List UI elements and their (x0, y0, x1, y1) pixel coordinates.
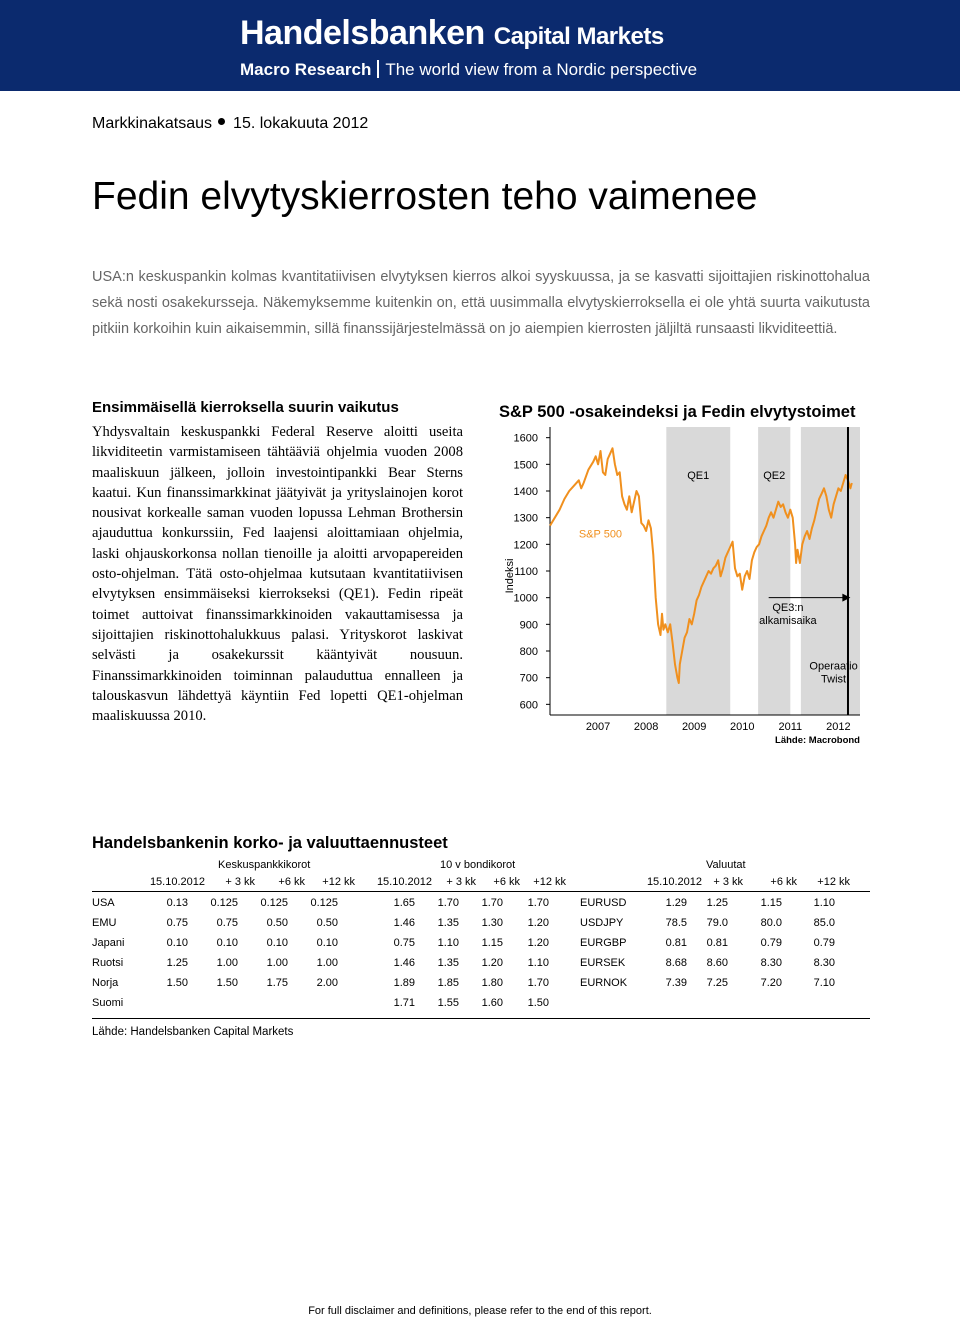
table-cell: 1.00 (316, 957, 338, 969)
chart-source: Lähde: Macrobond (775, 735, 860, 746)
table-cell: 1.50 (166, 977, 188, 989)
table-cell: 1.70 (527, 977, 549, 989)
table-cell: 0.10 (266, 937, 288, 949)
table-cell: 1.10 (437, 937, 459, 949)
brand-name: Handelsbanken (240, 14, 485, 52)
table-cell: 1.20 (481, 957, 503, 969)
table-row-label: Norja (92, 977, 119, 989)
table-cell: 1.20 (527, 917, 549, 929)
table-cell: 1.46 (393, 917, 415, 929)
bullet-dot (218, 118, 225, 125)
intro-paragraph: USA:n keskuspankin kolmas kvantitatiivisen elvytyksen kierros alkoi syyskuussa, ja se kasvatti sijoittajien riskinottohalua sekä nosti osakekursseja. Näkemyksemme kuitenkin on, että uusimmalla elvytyskierroksella ei ole yhtä suurta vaikutusta pitkiin korkoihin kuin aikaisemmin, sillä finanssijärjestelmässä on jo aiempien kierrosten jäljiltä runsaasti likviditeettiä. (92, 269, 870, 337)
table-cell: 80.0 (760, 917, 782, 929)
table-cell: 7.20 (760, 977, 782, 989)
tagline-divider (377, 60, 379, 78)
table-cell: 0.125 (260, 897, 288, 909)
table-cell: 1.46 (393, 957, 415, 969)
table-cell: 8.68 (665, 957, 687, 969)
table-column-header: +12 kk (322, 876, 355, 888)
table-cell: 1.71 (393, 997, 415, 1009)
table-cell: 7.39 (665, 977, 687, 989)
y-tick-label: 1200 (513, 539, 538, 552)
table-cell: 1.70 (527, 897, 549, 909)
table-cell: 8.30 (813, 957, 835, 969)
band-label-qe1: QE1 (687, 470, 710, 482)
y-tick-label: 1300 (513, 512, 538, 525)
table-group-header: Valuutat (706, 859, 746, 871)
table-fx-label: USDJPY (580, 917, 624, 929)
table-column-header: +12 kk (533, 876, 566, 888)
page-title: Fedin elvytyskierrosten teho vaimenee (92, 175, 758, 218)
macro-research-label: Macro Research (240, 60, 372, 79)
report-type: Markkinakatsaus (92, 115, 213, 132)
table-cell: 1.55 (437, 997, 459, 1009)
forecast-table-title: Handelsbankenin korko- ja valuuttaennusteet (92, 834, 448, 852)
table-cell: 1.29 (665, 897, 687, 909)
x-tick-label: 2011 (778, 721, 803, 733)
table-cell: 1.50 (527, 997, 549, 1009)
x-tick-label: 2012 (826, 721, 851, 733)
dateline (92, 115, 368, 133)
table-cell: 1.25 (706, 897, 728, 909)
table-cell: 1.80 (481, 977, 503, 989)
table-row-label: Ruotsi (92, 957, 124, 969)
table-cell: 7.25 (706, 977, 728, 989)
y-tick-label: 800 (519, 646, 538, 658)
table-cell: 0.81 (706, 937, 728, 949)
sp500-chart (495, 425, 875, 755)
table-cell: 8.60 (706, 957, 728, 969)
band-label-qe2: QE2 (763, 470, 786, 482)
table-column-header: +12 kk (817, 876, 850, 888)
table-cell: 1.50 (216, 977, 238, 989)
table-cell: 1.35 (437, 917, 459, 929)
y-tick-label: 900 (519, 619, 538, 632)
table-column-header: 15.10.2012 (149, 876, 205, 888)
brand-logo (240, 14, 664, 53)
table-group-header: Keskuspankkikorot (218, 859, 311, 871)
table-column-header: + 3 kk (713, 876, 743, 888)
tagline (240, 60, 697, 80)
table-row-label: EMU (92, 917, 117, 929)
qe3-annotation-line1: QE3:n (772, 602, 804, 614)
footer-disclaimer: For full disclaimer and definitions, please refer to the end of this report. (308, 1305, 652, 1317)
table-cell: 0.81 (665, 937, 687, 949)
table-cell: 0.10 (166, 937, 188, 949)
x-tick-label: 2009 (681, 721, 707, 733)
x-tick-label: 2007 (585, 721, 611, 733)
table-cell: 1.89 (393, 977, 415, 989)
x-tick-label: 2008 (633, 721, 659, 733)
table-cell: 7.10 (813, 977, 835, 989)
table-cell: 0.75 (393, 937, 415, 949)
table-cell: 78.5 (665, 917, 687, 929)
table-cell: 1.70 (437, 897, 459, 909)
y-axis-label: Indeksi (504, 558, 516, 594)
table-column-header: +6 kk (493, 876, 520, 888)
x-tick-label: 2010 (730, 721, 755, 733)
table-bottom-rule (92, 1018, 870, 1019)
table-fx-label: EURSEK (580, 957, 626, 969)
series-label: S&P 500 (578, 528, 623, 541)
table-row-label: Japani (92, 937, 125, 949)
y-tick-label: 700 (519, 672, 538, 685)
table-cell: 1.65 (393, 897, 415, 909)
table-cell: 0.10 (316, 937, 338, 949)
table-row-label: Suomi (92, 997, 124, 1009)
table-cell: 0.50 (316, 917, 338, 929)
qe3-annotation-line2: alkamisaika (759, 615, 817, 627)
section-heading: Ensimmäisellä kierroksella suurin vaikutus (92, 399, 399, 416)
table-row-label: USA (92, 897, 115, 909)
table-cell: 0.79 (760, 937, 782, 949)
section-body: Yhdysvaltain keskuspankki Federal Reserve aloitti useita likviditeetin varmistamiseen tähtääviä ohjelmia vuoden 2008 maaliskuun jälkeen, jolloin investointipankki Bear Sterns kaatui. Kun finanssimarkkinat jäätyivät ja yrityslainojen korot nousivat korkealle saman vuoden lopussa Lehman Brothersin ajauduttua konkurssiin, Fed laajensi aloittamiaan ohjelmia, laski ohjauskorkonsa nollan tienoille ja aloitti arvopapereiden osto-ohjelman. Tätä osto-ohjelmaa kutsutaan kvantitatiivisen elvytyksen ensimmäiseksi kierrokseksi (QE1). Fedin ripeät toimet auttoivat finanssimarkkinoiden vakauttamisessa ja sijoittajien riskinottohalukkuus palasi. Yrityskorot laskivat selvästi ja osakekurssit kääntyivät nousuun. Finanssimarkkinoiden toiminnan palauduttua ennalleen ja talouskasvun lähdettyä käyntiin Fed lopetti QE1-ohjelman maaliskuussa 2010. (92, 424, 463, 725)
table-fx-label: EURUSD (580, 897, 627, 909)
table-column-header: 15.10.2012 (376, 876, 432, 888)
table-cell: 1.10 (813, 897, 835, 909)
table-cell: 79.0 (706, 917, 728, 929)
report-date: 15. lokakuuta 2012 (233, 115, 369, 132)
y-tick-label: 1500 (513, 459, 538, 472)
table-cell: 1.30 (481, 917, 503, 929)
table-cell: 1.00 (266, 957, 288, 969)
table-cell: 0.50 (266, 917, 288, 929)
table-cell: 1.00 (216, 957, 238, 969)
table-cell: 1.85 (437, 977, 459, 989)
table-column-header: + 3 kk (225, 876, 255, 888)
header-banner (0, 0, 960, 91)
table-cell: 1.70 (481, 897, 503, 909)
table-fx-label: EURNOK (580, 977, 628, 989)
table-header-rule (92, 891, 870, 892)
table-column-header: +6 kk (278, 876, 305, 888)
table-group-header: 10 v bondikorot (440, 859, 516, 871)
table-cell: 1.15 (760, 897, 782, 909)
table-cell: 1.15 (481, 937, 503, 949)
brand-sub: Capital Markets (493, 23, 664, 50)
table-cell: 1.10 (527, 957, 549, 969)
y-tick-label: 1000 (513, 592, 538, 605)
y-tick-label: 1100 (514, 566, 538, 578)
table-cell: 0.75 (216, 917, 238, 929)
table-cell: 8.30 (760, 957, 782, 969)
table-cell: 85.0 (813, 917, 835, 929)
table-cell: 0.13 (166, 897, 188, 909)
twist-annotation-line2: Twist (821, 673, 847, 686)
table-cell: 0.75 (166, 917, 188, 929)
table-cell: 2.00 (316, 977, 338, 989)
table-cell: 0.10 (216, 937, 238, 949)
chart-title: S&P 500 -osakeindeksi ja Fedin elvytystoimet (499, 403, 856, 421)
table-cell: 1.60 (481, 997, 503, 1009)
y-tick-label: 1600 (513, 432, 538, 445)
table-cell: 0.125 (310, 897, 338, 909)
tagline-text: The world view from a Nordic perspective (385, 60, 698, 79)
table-cell: 1.20 (527, 937, 549, 949)
y-tick-label: 600 (519, 699, 538, 712)
table-column-header: +6 kk (770, 876, 797, 888)
table-cell: 1.25 (166, 957, 188, 969)
y-tick-label: 1400 (513, 486, 538, 498)
table-fx-label: EURGBP (580, 937, 627, 949)
table-cell: 0.125 (210, 897, 238, 909)
table-column-header: + 3 kk (446, 876, 476, 888)
table-column-header: 15.10.2012 (646, 876, 702, 888)
twist-annotation-line1: Operaatio (809, 660, 858, 673)
table-cell: 0.79 (813, 937, 835, 949)
table-source: Lähde: Handelsbanken Capital Markets (92, 1026, 294, 1038)
table-cell: 1.75 (266, 977, 288, 989)
table-cell: 1.35 (437, 957, 459, 969)
